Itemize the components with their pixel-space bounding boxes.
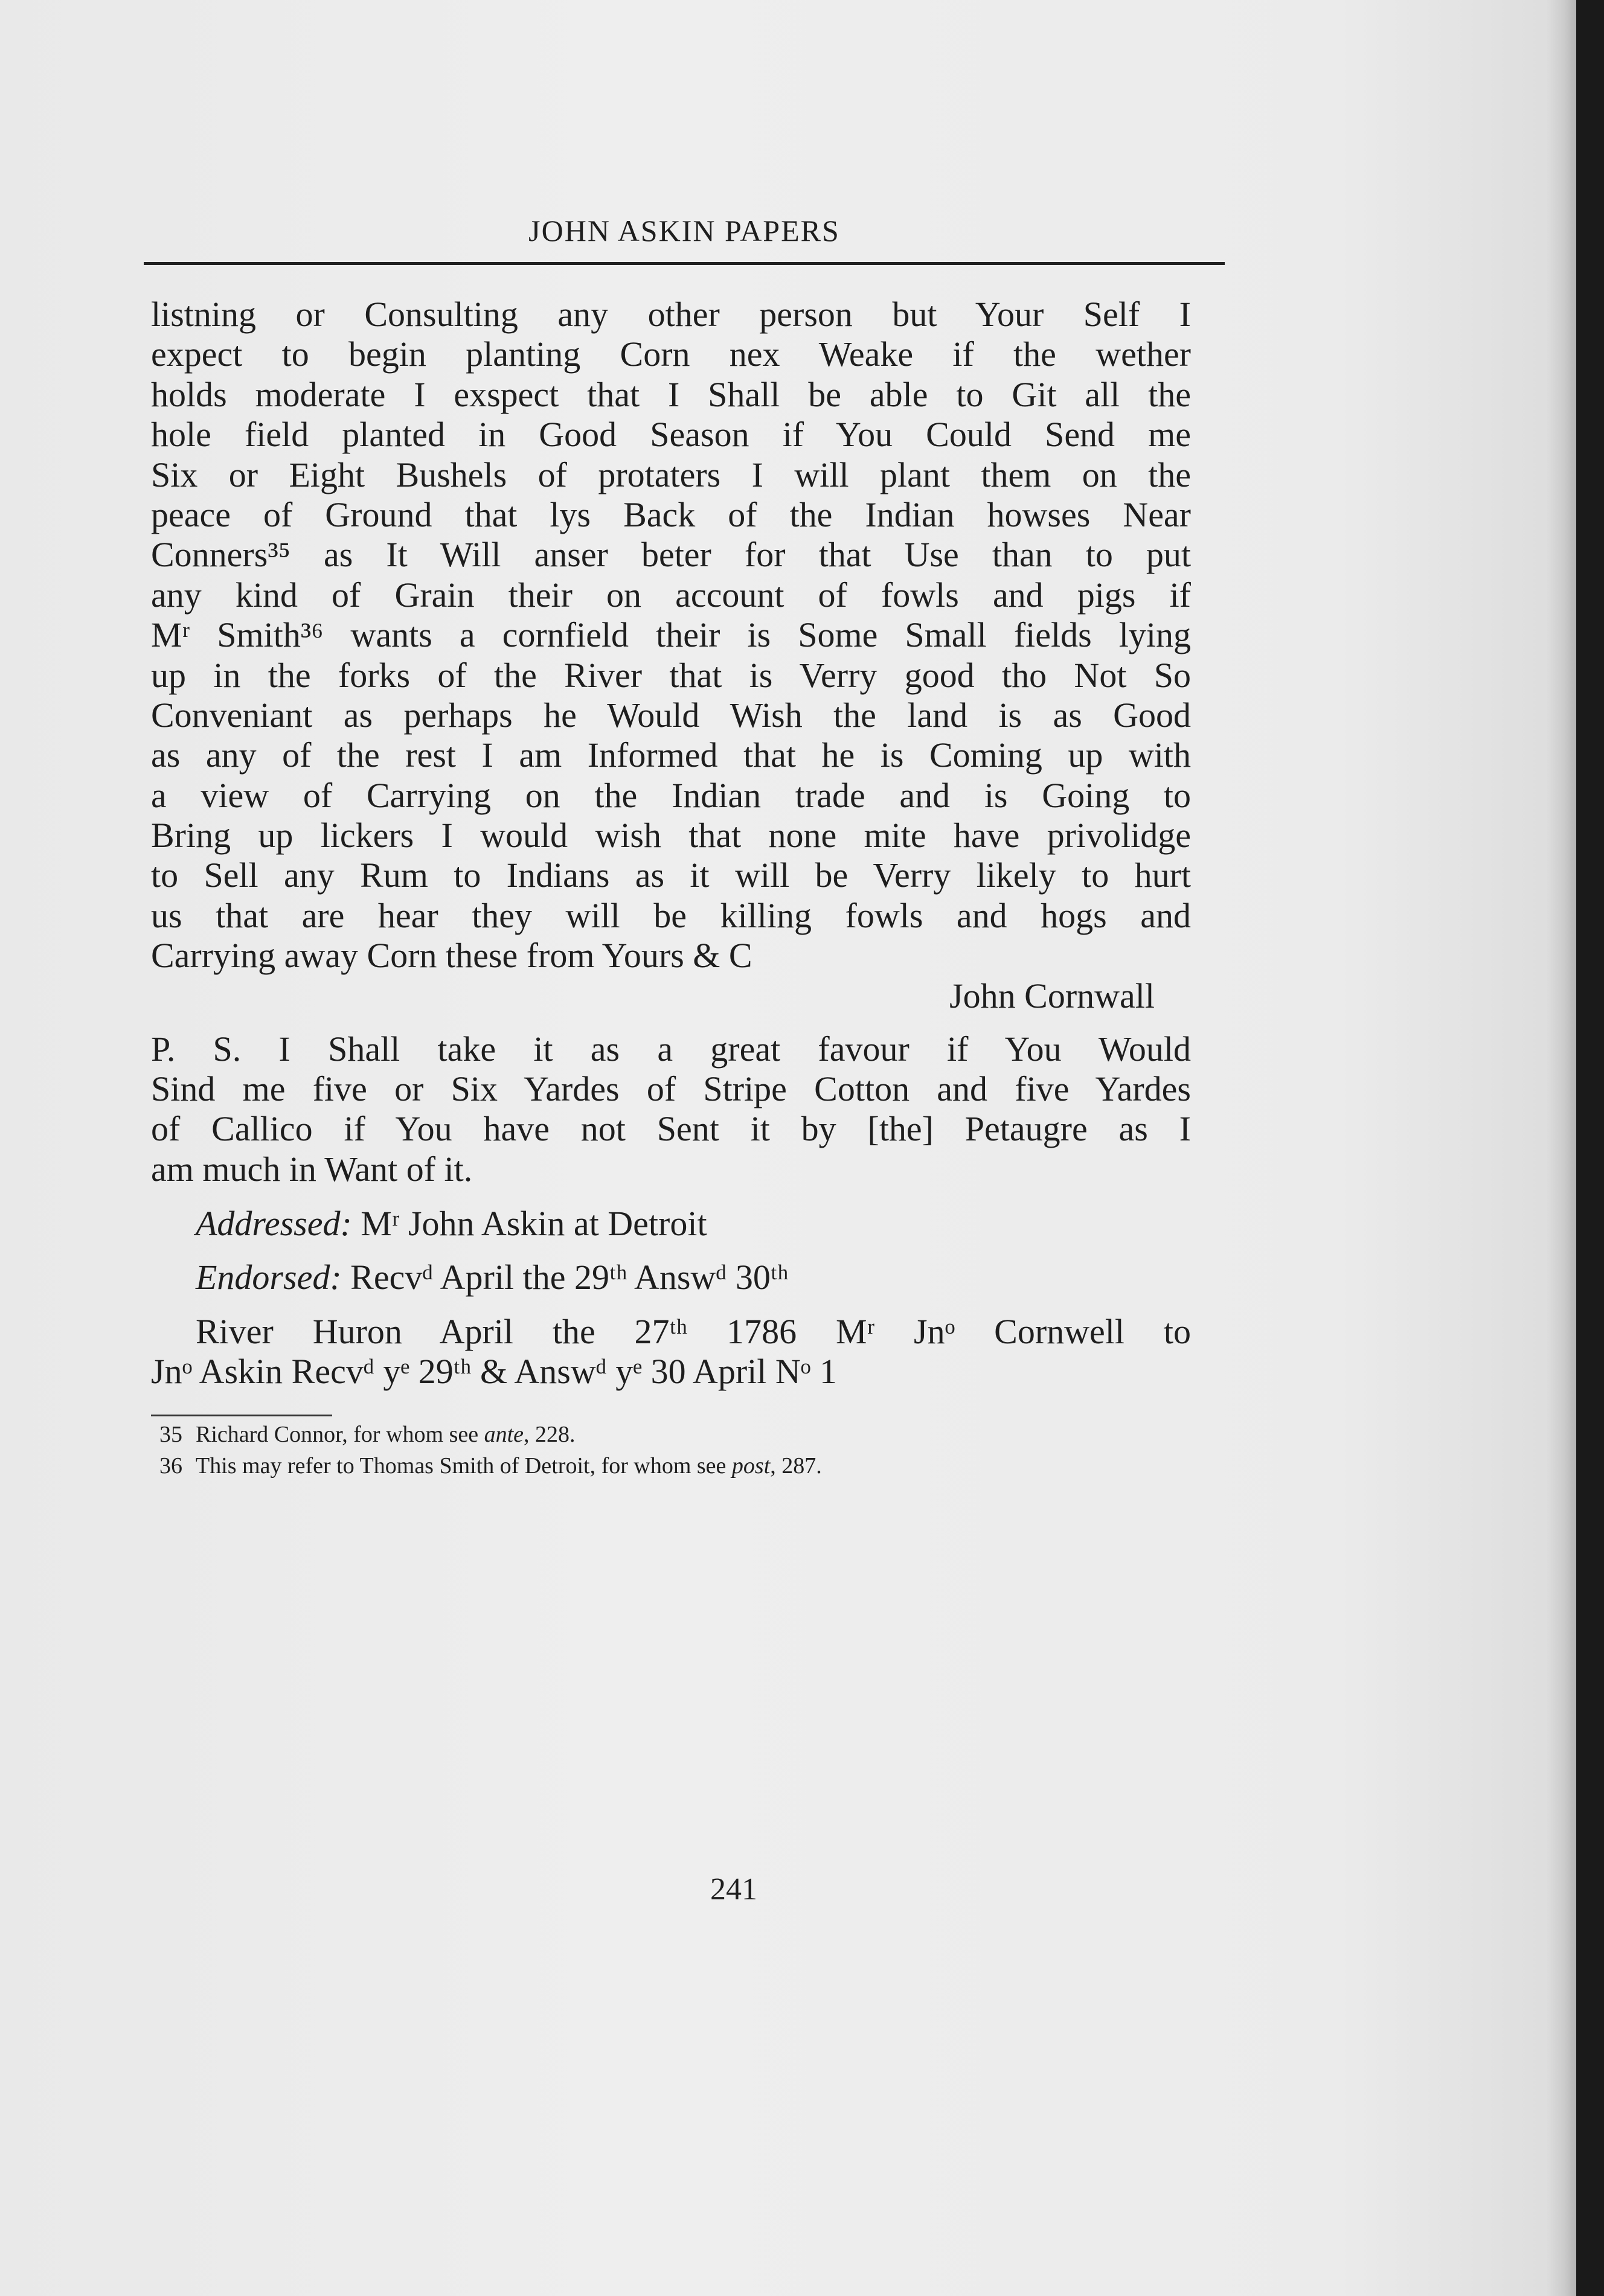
footnotes [159, 1419, 1222, 1482]
body-line: Bring up lickers I would wish that none mite have privolidge [151, 816, 1191, 855]
body-line: us that are hear they will be killing fowls and hogs and [151, 895, 1191, 935]
body-line: listning or Consulting any other person but Your Self I [151, 295, 1191, 334]
endorsed-text: Recvᵈ April the 29ᵗʰ Answᵈ 30ᵗʰ [350, 1257, 789, 1297]
footnote-text: Richard Connor, for whom see [196, 1422, 484, 1447]
body-line: to Sell any Rum to Indians as it will be Verry likely to hurt [151, 855, 1191, 895]
footnote-page: , 228. [524, 1422, 576, 1447]
footnote-rule [151, 1415, 332, 1416]
body-line: Conveniant as perhaps he Would Wish the land is as Good [151, 695, 1191, 735]
addressed-label: Addressed: [196, 1204, 352, 1244]
footnote-text: This may refer to Thomas Smith of Detroit, for whom see [196, 1453, 732, 1479]
body-line: as any of the rest I am Informed that he is Coming up with [151, 735, 1191, 775]
postscript [151, 1029, 1191, 1190]
running-head: JOHN ASKIN PAPERS [528, 214, 840, 248]
postscript-line: am much in Want of it. [151, 1149, 473, 1189]
body-line: any kind of Grain their on account of fowls and pigs if [151, 575, 1191, 615]
body-line: holds moderate I exspect that I Shall be able to Git all the [151, 374, 1191, 414]
letter-text [151, 295, 1191, 1392]
body-line: expect to begin planting Corn nex Weake if the wether [151, 334, 1191, 374]
addressed-note [151, 1204, 1191, 1244]
body-line: Mʳ Smith³⁶ wants a cornfield their is Some Small fields lying [151, 615, 1191, 655]
endorsed-note [151, 1258, 1191, 1297]
body-line: Conners³⁵ as It Will anser beter for that Use than to put [151, 535, 1191, 575]
body-line: Six or Eight Bushels of protaters I will plant them on the [151, 455, 1191, 494]
postscript-line: P. S. I Shall take it as a great favour if You Would [151, 1029, 1191, 1069]
page-number: 241 [710, 1872, 757, 1907]
docket-line: Jnᵒ Askin Recvᵈ yᵉ 29ᵗʰ & Answᵈ yᵉ 30 April Nᵒ 1 [151, 1352, 837, 1392]
footnote-page: , 287. [770, 1453, 822, 1479]
docket-note [151, 1312, 1191, 1392]
footnote-number: 35 [159, 1422, 182, 1447]
header-rule [144, 262, 1225, 265]
postscript-line: Sind me five or Six Yardes of Stripe Cotton and five Yardes [151, 1069, 1191, 1109]
body-line: up in the forks of the River that is Verry good tho Not So [151, 655, 1191, 695]
body-line: a view of Carrying on the Indian trade and is Going to [151, 775, 1191, 815]
footnote-35 [159, 1419, 1222, 1450]
postscript-line: of Callico if You have not Sent it by [the] Petaugre as I [151, 1109, 1191, 1149]
endorsed-label: Endorsed: [196, 1257, 342, 1297]
footnote-36 [159, 1450, 1222, 1482]
footnote-ref: post [731, 1453, 771, 1479]
signature: John Cornwall [949, 976, 1155, 1015]
footnote-ref: ante [484, 1422, 524, 1447]
body-line: peace of Ground that lys Back of the Indian howses Near [151, 494, 1191, 534]
footnote-number: 36 [159, 1453, 182, 1479]
body-line: hole field planted in Good Season if You Could Send me [151, 415, 1191, 455]
body-line: Carrying away Corn these from Yours & C [151, 936, 752, 976]
page-edge-shadow [1546, 0, 1576, 2296]
docket-line: River Huron April the 27ᵗʰ 1786 Mʳ Jnᵒ Cornwell to [196, 1311, 1191, 1351]
addressed-text: Mʳ John Askin at Detroit [361, 1204, 707, 1244]
